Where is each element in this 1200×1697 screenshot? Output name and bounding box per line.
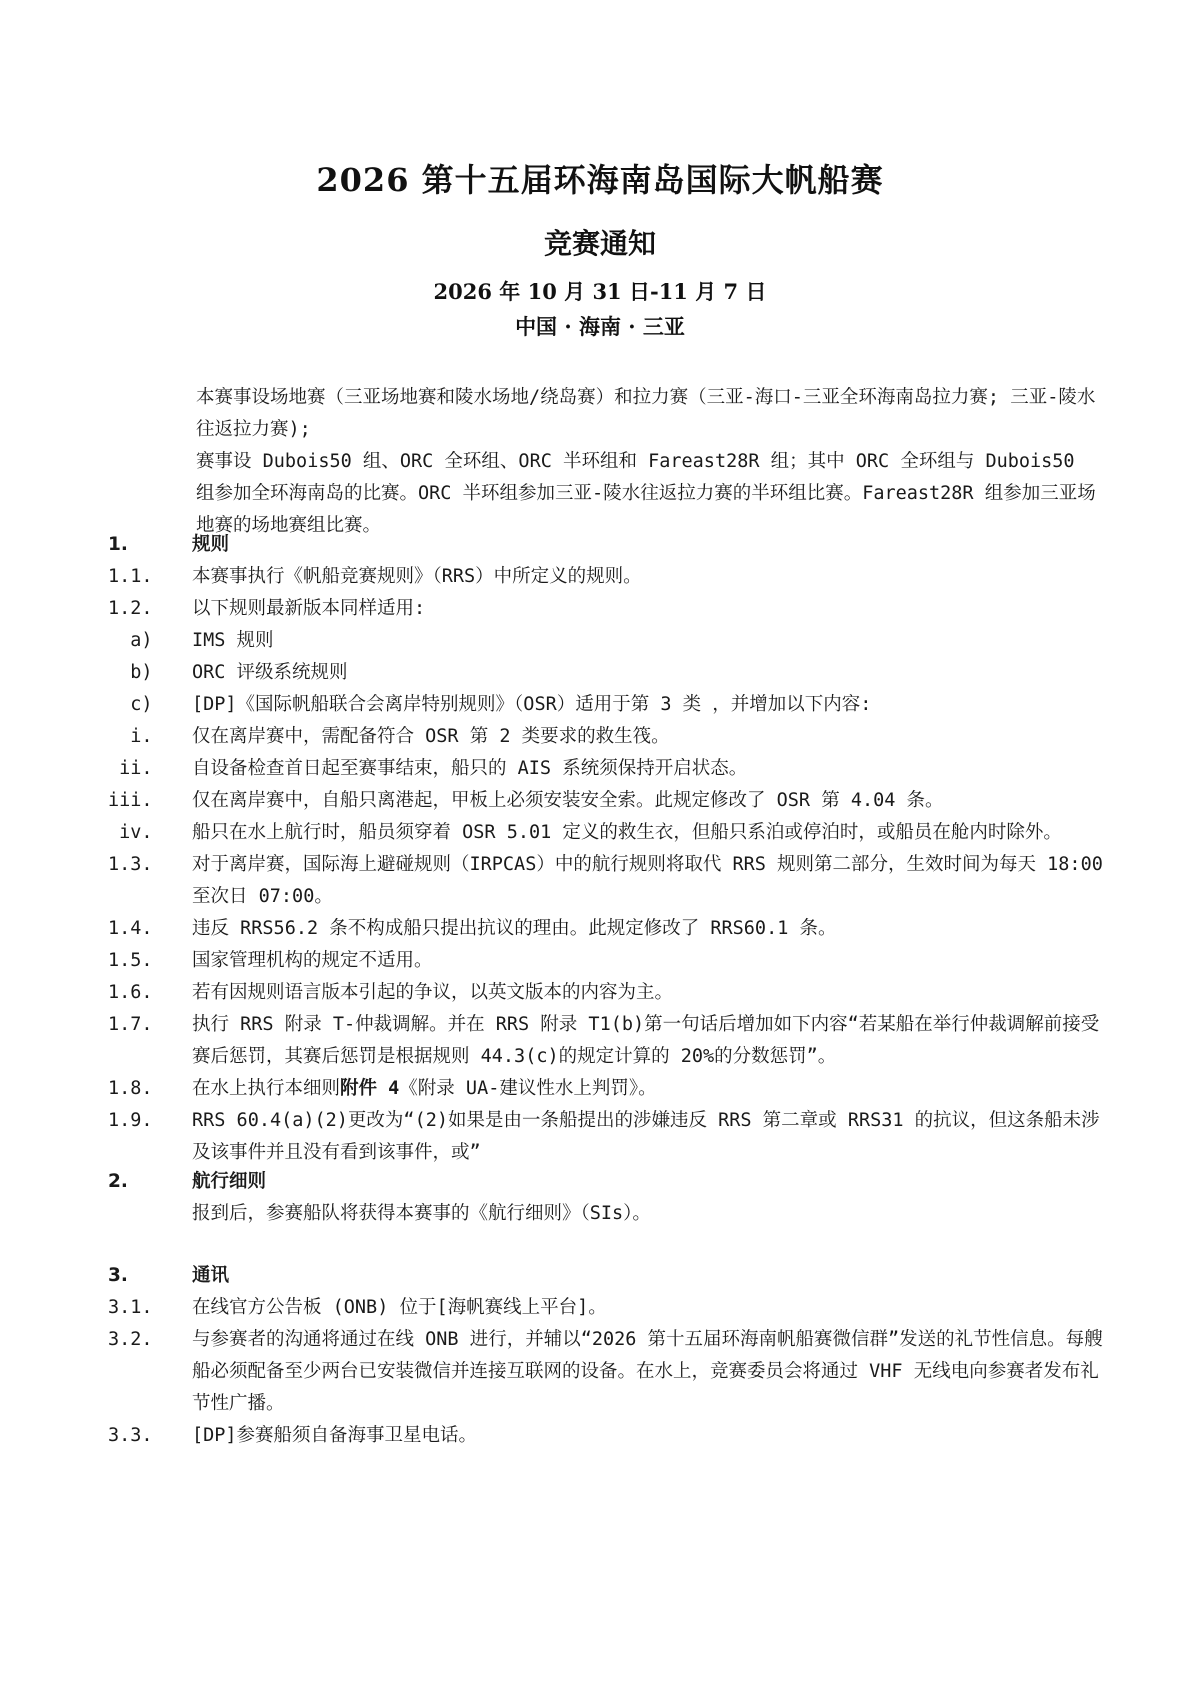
section-heading bbox=[108, 1260, 1108, 1292]
clause-row bbox=[108, 1105, 1108, 1169]
clause-row bbox=[108, 753, 1108, 785]
section-title: 通讯 bbox=[192, 1265, 230, 1286]
clause-row bbox=[108, 1009, 1108, 1073]
document-subtitle: 竞赛通知 bbox=[543, 227, 656, 260]
clause-row bbox=[108, 1420, 1108, 1452]
clause-number: 1.8. bbox=[108, 1078, 153, 1099]
clause-number: 3.3. bbox=[108, 1425, 153, 1446]
clause-row bbox=[108, 1292, 1108, 1324]
clause-number: 1.9. bbox=[108, 1110, 153, 1131]
annex-reference: 附件 4 bbox=[340, 1078, 400, 1099]
intro-paragraph: 本赛事设场地赛（三亚场地赛和陵水场地/绕岛赛）和拉力赛（三亚-海口-三亚全环海南岛拉力赛; 三亚-陵水往返拉力赛); bbox=[196, 387, 1096, 440]
clause-row bbox=[108, 561, 1108, 593]
clause-text bbox=[192, 1073, 1108, 1105]
clause-number: 1.6. bbox=[108, 982, 153, 1003]
clause-number: iv. bbox=[108, 822, 153, 843]
clause-row bbox=[108, 1073, 1108, 1105]
clause-row bbox=[108, 657, 1108, 689]
clause-number: b) bbox=[108, 662, 153, 683]
clause-row bbox=[108, 945, 1108, 977]
clause-number: 1.4. bbox=[108, 918, 153, 939]
clause-number: 1.7. bbox=[108, 1014, 153, 1035]
clause-text: IMS 规则 bbox=[192, 630, 274, 651]
clause-row bbox=[108, 785, 1108, 817]
clause-text: 违反 RRS56.2 条不构成船只提出抗议的理由。此规定修改了 RRS60.1 条。 bbox=[192, 918, 837, 939]
clause-number: 3.2. bbox=[108, 1329, 153, 1350]
clause-row bbox=[108, 593, 1108, 625]
clause-number: ii. bbox=[108, 758, 153, 779]
clause-text: 仅在离岸赛中，需配备符合 OSR 第 2 类要求的救生筏。 bbox=[192, 726, 670, 747]
clause-number: c) bbox=[108, 694, 153, 715]
section-title: 规则 bbox=[192, 534, 230, 555]
section-title: 航行细则 bbox=[192, 1171, 267, 1192]
clause-text: 仅在离岸赛中，自船只离港起，甲板上必须安装安全索。此规定修改了 OSR 第 4.04 条。 bbox=[192, 790, 944, 811]
section-text: 报到后，参赛船队将获得本赛事的《航行细则》（SIs）。 bbox=[192, 1203, 651, 1224]
clause-text: 与参赛者的沟通将通过在线 ONB 进行，并辅以“2026 第十五届环海南帆船赛微信群”发送的礼节性信息。每艘船必须配备至少两台已安装微信并连接互联网的设备。在水上，竞赛委员会将通过 VHF 无线电向参赛者发布礼节性广播。 bbox=[192, 1329, 1103, 1414]
clause-text-part: 《附录 UA-建议性水上判罚》。 bbox=[399, 1078, 657, 1099]
section-number: 2. bbox=[108, 1171, 128, 1192]
clause-row bbox=[108, 913, 1108, 945]
clause-text: 船只在水上航行时，船员须穿着 OSR 5.01 定义的救生衣，但船只系泊或停泊时，或船员在舱内时除外。 bbox=[192, 822, 1062, 843]
clause-text-part: 在水上执行本细则 bbox=[192, 1078, 341, 1099]
clause-number: 1.2. bbox=[108, 598, 153, 619]
clause-text: 以下规则最新版本同样适用: bbox=[192, 598, 426, 619]
clause-row bbox=[108, 689, 1108, 721]
intro-paragraph: 赛事设 Dubois50 组、ORC 全环组、ORC 半环组和 Fareast28R 组；其中 ORC 全环组与 Dubois50 组参加全环海南岛的比赛。ORC 半环组参加三亚-陵水往返拉力赛的半环组比赛。Fareast28R 组参加三亚场地赛的场地赛组比赛。 bbox=[196, 451, 1096, 536]
clause-text: 若有因规则语言版本引起的争议，以英文版本的内容为主。 bbox=[192, 982, 674, 1003]
section-number: 1. bbox=[108, 534, 128, 555]
clause-text: [DP]《国际帆船联合会离岸特别规则》（OSR）适用于第 3 类 ，并增加以下内容: bbox=[192, 694, 872, 715]
event-location: 中国 · 海南 · 三亚 bbox=[515, 314, 685, 339]
clause-row bbox=[108, 625, 1108, 657]
clause-number: 1.3. bbox=[108, 854, 153, 875]
clause-text: ORC 评级系统规则 bbox=[192, 662, 348, 683]
clause-row bbox=[108, 721, 1108, 753]
clause-number: i. bbox=[108, 726, 153, 747]
clause-number: 1.5. bbox=[108, 950, 153, 971]
event-dates: 2026 年 10 月 31 日-11 月 7 日 bbox=[433, 279, 767, 304]
section-rules bbox=[108, 529, 1108, 1169]
clause-row bbox=[108, 977, 1108, 1009]
section-heading bbox=[108, 529, 1108, 561]
section-communication bbox=[108, 1260, 1108, 1452]
clause-text: [DP]参赛船须自备海事卫星电话。 bbox=[192, 1425, 478, 1446]
clause-number: a) bbox=[108, 630, 153, 651]
document-title: 2026 第十五届环海南岛国际大帆船赛 bbox=[316, 161, 884, 199]
clause-text: 执行 RRS 附录 T-仲裁调解。并在 RRS 附录 T1(b)第一句话后增加如下内容“若某船在举行仲裁调解前接受赛后惩罚，其赛后惩罚是根据规则 44.3(c)的规定计算的 20%的分数惩罚”。 bbox=[192, 1014, 1100, 1067]
section-heading bbox=[108, 1166, 1108, 1198]
section-number: 3. bbox=[108, 1265, 128, 1286]
clause-number: 3.1. bbox=[108, 1297, 153, 1318]
clause-number: iii. bbox=[108, 790, 153, 811]
intro-block bbox=[196, 382, 1096, 542]
clause-row bbox=[108, 849, 1108, 913]
clause-row bbox=[108, 1324, 1108, 1420]
clause-text: 国家管理机构的规定不适用。 bbox=[192, 950, 433, 971]
clause-text: 本赛事执行《帆船竞赛规则》（RRS）中所定义的规则。 bbox=[192, 566, 642, 587]
clause-text: 在线官方公告板 (ONB) 位于[海帆赛线上平台]。 bbox=[192, 1297, 607, 1318]
clause-row bbox=[108, 817, 1108, 849]
clause-number: 1.1. bbox=[108, 566, 153, 587]
clause-text: RRS 60.4(a)(2)更改为“(2)如果是由一条船提出的涉嫌违反 RRS 第二章或 RRS31 的抗议，但这条船未涉及该事件并且没有看到该事件，或” bbox=[192, 1110, 1100, 1163]
section-sailing-instructions bbox=[108, 1166, 1108, 1230]
clause-text: 对于离岸赛，国际海上避碰规则（IRPCAS）中的航行规则将取代 RRS 规则第二部分，生效时间为每天 18:00 至次日 07:00。 bbox=[192, 854, 1103, 907]
clause-text: 自设备检查首日起至赛事结束，船只的 AIS 系统须保持开启状态。 bbox=[192, 758, 748, 779]
